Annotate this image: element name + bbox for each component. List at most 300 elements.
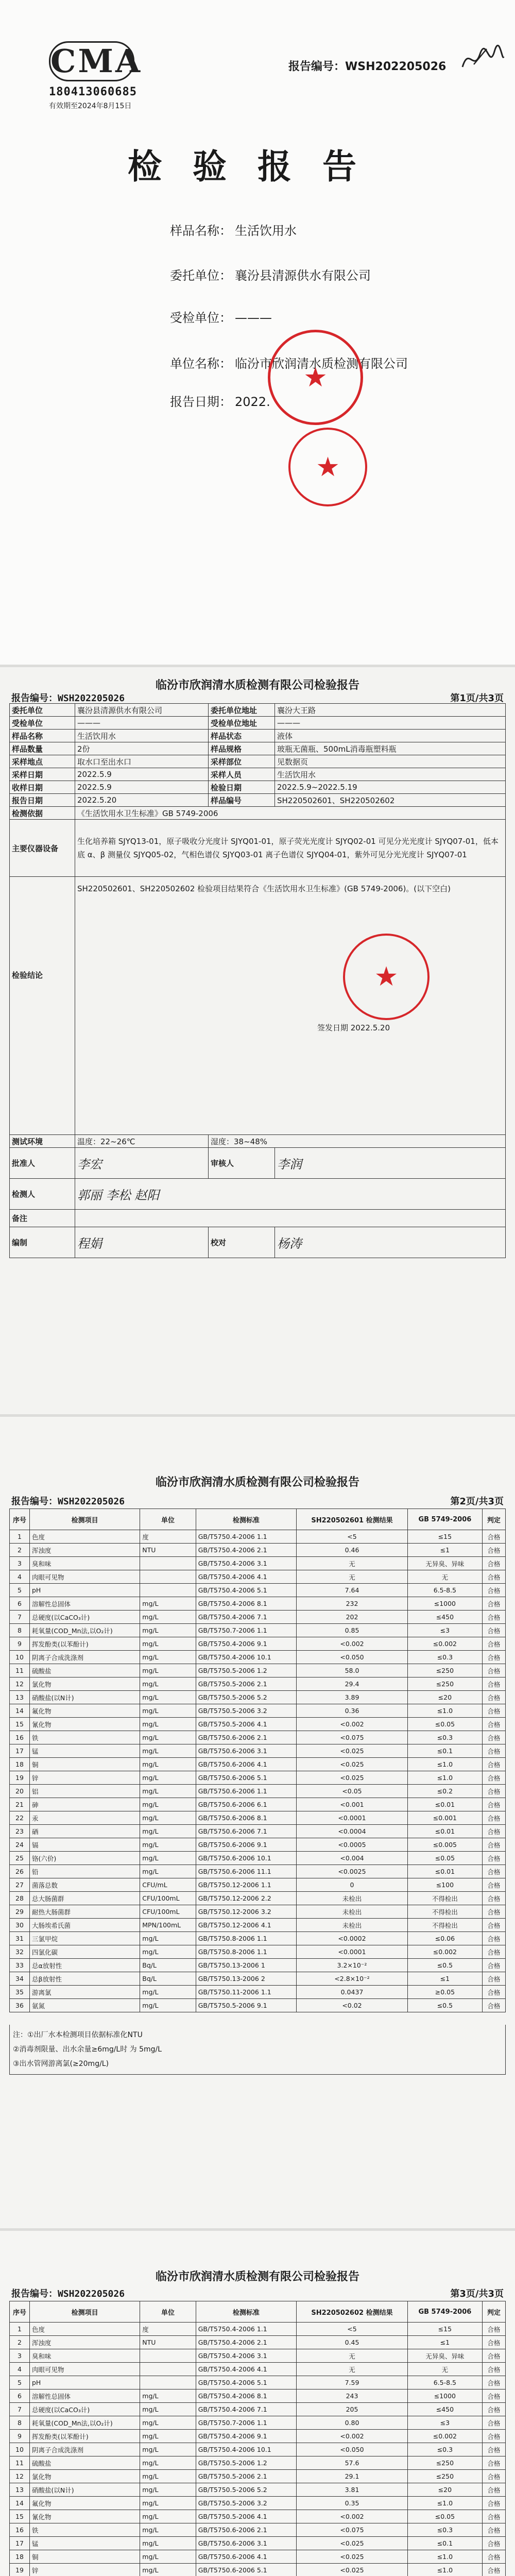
seal-star-icon: ★ (374, 961, 399, 992)
column-header: 序号 (10, 1509, 30, 1530)
test-result: <2.8×10⁻² (296, 1972, 407, 1986)
row-number: 17 (10, 1744, 30, 1758)
test-standard: GB/T5750.4-2006 8.1 (196, 2389, 296, 2403)
judgement: 合格 (482, 1959, 505, 1972)
test-item: 氟化物 (30, 2497, 140, 2510)
test-standard: GB/T5750.12-2006 1.1 (196, 1878, 296, 1892)
table-row (10, 2363, 506, 2376)
table-row (10, 1704, 506, 1718)
standard-limit: ≤0.3 (408, 1731, 483, 1744)
test-item: 三氯甲烷 (30, 1932, 140, 1945)
info-label: 样品编号 (209, 794, 275, 807)
info-value: 取水口至出水口 (75, 755, 209, 768)
row-number: 14 (10, 2497, 30, 2510)
test-item: 色度 (30, 1530, 140, 1544)
reviewer-signature: 李润 (275, 1148, 506, 1179)
test-standard: GB/T5750.6-2006 3.1 (196, 2537, 296, 2550)
test-item: 硫酸盐 (30, 1664, 140, 1677)
info-value: 襄汾大王路 (275, 704, 506, 717)
table-row (10, 2456, 506, 2470)
test-item: 臭和味 (30, 1557, 140, 1570)
judgement: 合格 (482, 2363, 505, 2376)
info-value: 生活饮用水 (275, 768, 506, 781)
judgement: 合格 (482, 1597, 505, 1611)
report-number-value: WSH202205026 (345, 60, 447, 73)
test-result: 无 (296, 2363, 407, 2376)
judgement: 合格 (482, 1677, 505, 1691)
test-standard: GB/T5750.4-2006 4.1 (196, 1570, 296, 1584)
test-standard: GB/T5750.6-2006 1.1 (196, 1785, 296, 1798)
standard-limit: ≤1000 (408, 2389, 483, 2403)
test-result: <0.002 (296, 1637, 407, 1651)
info-label: 检测依据 (10, 807, 75, 820)
row-number: 2 (10, 1544, 30, 1557)
unit: mg/L (140, 1852, 196, 1865)
row-number: 1 (10, 1530, 30, 1544)
judgement: 合格 (482, 2416, 505, 2430)
unit: mg/L (140, 2483, 196, 2497)
info-row (10, 704, 506, 717)
test-item: 锌 (30, 1771, 140, 1785)
row-number: 19 (10, 1771, 30, 1785)
unit: NTU (140, 2336, 196, 2349)
table-row (10, 2416, 506, 2430)
cover-label: 报告日期： (170, 395, 232, 409)
table-row (10, 2537, 506, 2550)
column-header: 判定 (482, 1509, 505, 1530)
unit: mg/L (140, 2430, 196, 2443)
test-standard: GB/T5750.4-2006 5.1 (196, 1584, 296, 1597)
judgement: 合格 (482, 1691, 505, 1704)
unit: mg/L (140, 1731, 196, 1744)
judgement: 合格 (482, 1905, 505, 1919)
tester-signature: 郭丽 李松 赵阳 (75, 1179, 506, 1210)
report-number-line (11, 1494, 504, 1507)
unit: mg/L (140, 2550, 196, 2564)
report-number-label: 报告编号： (288, 60, 346, 73)
row-number: 26 (10, 1865, 30, 1878)
standard-limit: ≤0.005 (408, 1838, 483, 1852)
proofreader-signature: 杨涛 (275, 1227, 506, 1258)
table-row (10, 1611, 506, 1624)
row-number: 21 (10, 1798, 30, 1811)
standard-limit: 6.5-8.5 (408, 1584, 483, 1597)
table-row (10, 1785, 506, 1798)
report-seal-stamp (343, 934, 430, 1020)
table-row (10, 1758, 506, 1771)
judgement: 合格 (482, 2376, 505, 2389)
column-header: 检测标准 (196, 2301, 296, 2323)
test-result: 58.0 (296, 1664, 407, 1677)
test-result: 243 (296, 2389, 407, 2403)
test-item: 铁 (30, 1731, 140, 1744)
info-label: 样品名称 (10, 730, 75, 742)
row-number: 35 (10, 1986, 30, 1999)
standard-limit: ≤0.1 (408, 2537, 483, 2550)
results-footnotes (9, 2025, 506, 2075)
standard-limit: ≤250 (408, 2470, 483, 2483)
unit: mg/L (140, 1704, 196, 1718)
test-item: 臭和味 (30, 2349, 140, 2363)
table-row (10, 1718, 506, 1731)
standard-limit: ≤0.06 (408, 1932, 483, 1945)
test-item: 硫酸盐 (30, 2456, 140, 2470)
test-item: 硒 (30, 1825, 140, 1838)
row-number: 7 (10, 1611, 30, 1624)
cover-row-inspected-unit (170, 308, 272, 326)
test-item: 氰化物 (30, 2510, 140, 2523)
report-number-text: 报告编号：WSH202205026 (11, 693, 125, 704)
row-number: 15 (10, 2510, 30, 2523)
test-standard: GB/T5750.6-2006 7.1 (196, 1825, 296, 1838)
test-standard: GB/T5750.4-2006 10.1 (196, 2443, 296, 2456)
cover-value: 襄汾县清源供水有限公司 (235, 268, 371, 283)
info-value: 生活饮用水 (75, 730, 209, 742)
judgement: 合格 (482, 1865, 505, 1878)
test-item: 铜 (30, 2550, 140, 2564)
table-row (10, 1825, 506, 1838)
row-number: 16 (10, 2523, 30, 2537)
judgement: 合格 (482, 1557, 505, 1570)
info-label: 检验结论 (10, 877, 75, 1135)
info-label: 检验日期 (209, 781, 275, 794)
test-item: 硝酸盐(以N计) (30, 2483, 140, 2497)
temperature-value: 温度：22~26℃ (75, 1135, 209, 1148)
test-standard: GB/T5750.8-2006 1.1 (196, 1932, 296, 1945)
cover-row-sample-name (170, 221, 297, 239)
test-result: 7.59 (296, 2376, 407, 2389)
report-cover-page (0, 0, 515, 667)
test-result: 205 (296, 2403, 407, 2416)
test-result: 0.80 (296, 2416, 407, 2430)
test-item: 总硬度(以CaCO₃计) (30, 1611, 140, 1624)
row-number: 5 (10, 2376, 30, 2389)
test-item: 氟化物 (30, 1704, 140, 1718)
info-value: ——— (275, 717, 506, 730)
info-value: SH220502601、SH220502602 (275, 794, 506, 807)
report-results-page-2 (0, 2231, 515, 2576)
column-header: 检测标准 (196, 1509, 296, 1530)
info-label: 批准人 (10, 1148, 75, 1179)
unit: mg/L (140, 1932, 196, 1945)
sample-info-table (9, 703, 506, 1258)
test-result: <0.02 (296, 1999, 407, 2012)
table-row (10, 2430, 506, 2443)
test-result: <5 (296, 1530, 407, 1544)
standard-limit: ≤3 (408, 2416, 483, 2430)
row-number: 14 (10, 1704, 30, 1718)
judgement: 合格 (482, 1718, 505, 1731)
standard-limit: ≤15 (408, 2323, 483, 2336)
preparer-signature: 程娟 (75, 1227, 209, 1258)
unit: mg/L (140, 1785, 196, 1798)
info-label: 测试环境 (10, 1135, 75, 1148)
test-standard: GB/T5750.6-2006 2.1 (196, 1731, 296, 1744)
test-standard: GB/T5750.4-2006 10.1 (196, 1651, 296, 1664)
row-number: 10 (10, 1651, 30, 1664)
standard-limit: ≤450 (408, 2403, 483, 2416)
test-result: <0.075 (296, 2523, 407, 2537)
judgement: 合格 (482, 1704, 505, 1718)
equipment-text: 生化培养箱 SJYQ13-01，原子吸收分光度计 SJYQ01-01，原子荧光光度计 SJYQ02-01 可见分光光度计 SJYQ07-01，低本底 α、β 测量仪 SJYQ05-02，气相色谱仪 SJYQ03-01 离子色谱仪 SJYQ04-01，紫外可见分光光度计 SJYQ07-01 (75, 820, 506, 877)
standard-limit: ≤450 (408, 1611, 483, 1624)
test-item: 氨氮 (30, 1999, 140, 2012)
test-result: <0.025 (296, 1758, 407, 1771)
table-row (10, 1557, 506, 1570)
unit: mg/L (140, 2497, 196, 2510)
row-number: 33 (10, 1959, 30, 1972)
test-standard: GB/T5750.6-2006 10.1 (196, 1852, 296, 1865)
judgement: 合格 (482, 2443, 505, 2456)
judgement: 合格 (482, 1544, 505, 1557)
info-label: 采样人员 (209, 768, 275, 781)
standard-limit: 6.5-8.5 (408, 2376, 483, 2389)
test-result: <0.025 (296, 2564, 407, 2576)
row-number: 18 (10, 1758, 30, 1771)
test-standard: GB/T5750.12-2006 2.2 (196, 1892, 296, 1905)
test-item: 锰 (30, 1744, 140, 1758)
judgement: 合格 (482, 2456, 505, 2470)
judgement: 合格 (482, 1611, 505, 1624)
test-result: 29.4 (296, 1677, 407, 1691)
judgement: 合格 (482, 1999, 505, 2012)
table-row (10, 1865, 506, 1878)
page-indicator: 第1页/共3页 (450, 693, 504, 704)
tester-row (10, 1179, 506, 1210)
info-label: 受检单位 (10, 717, 75, 730)
standard-limit: ≤1.0 (408, 1758, 483, 1771)
test-item: 挥发酚类(以苯酚计) (30, 2430, 140, 2443)
table-row (10, 2443, 506, 2456)
unit: mg/L (140, 1718, 196, 1731)
table-row (10, 1852, 506, 1865)
results-table-601 (9, 1509, 506, 2012)
info-label: 校对 (209, 1227, 275, 1258)
table-row (10, 1744, 506, 1758)
row-number: 17 (10, 2537, 30, 2550)
seal-star-icon: ★ (316, 451, 340, 483)
row-number: 16 (10, 1731, 30, 1744)
table-row (10, 2349, 506, 2363)
report-number-text: 报告编号：WSH202205026 (11, 1496, 125, 1507)
column-header: 单位 (140, 2301, 196, 2323)
test-result: 29.1 (296, 2470, 407, 2483)
row-number: 28 (10, 1892, 30, 1905)
info-label: 检测人 (10, 1179, 75, 1210)
table-row (10, 2550, 506, 2564)
table-row (10, 1624, 506, 1637)
test-item: pH (30, 1584, 140, 1597)
judgement: 合格 (482, 1986, 505, 1999)
judgement: 合格 (482, 2497, 505, 2510)
prep-row (10, 1227, 506, 1258)
unit (140, 2376, 196, 2389)
test-result: 未检出 (296, 1905, 407, 1919)
standard-limit: ≤1 (408, 1972, 483, 1986)
standard-limit: 无异臭、异味 (408, 1557, 483, 1570)
info-value: 2022.5.9 (75, 768, 209, 781)
test-result: 232 (296, 1597, 407, 1611)
column-header: SH220502602 检测结果 (296, 2301, 407, 2323)
results-header-row (10, 1509, 506, 1530)
test-item: 游离氯 (30, 1986, 140, 1999)
standard-limit: ≤0.05 (408, 1852, 483, 1865)
unit: mg/L (140, 2443, 196, 2456)
row-number: 5 (10, 1584, 30, 1597)
test-standard: GB/T5750.7-2006 1.1 (196, 2416, 296, 2430)
test-standard: GB/T5750.5-2006 5.2 (196, 2483, 296, 2497)
unit: mg/L (140, 1811, 196, 1825)
info-label: 备注 (10, 1210, 75, 1227)
test-standard: GB/T5750.4-2006 3.1 (196, 1557, 296, 1570)
table-row (10, 1731, 506, 1744)
standard-limit: ≤1.0 (408, 2564, 483, 2576)
test-result: 无 (296, 2349, 407, 2363)
judgement: 合格 (482, 2336, 505, 2349)
judgement: 合格 (482, 1771, 505, 1785)
column-header: SH220502601 检测结果 (296, 1509, 407, 1530)
standard-limit: ≤1.0 (408, 1771, 483, 1785)
standard-limit: 无异臭、异味 (408, 2349, 483, 2363)
results-table-602 (9, 2301, 506, 2576)
cover-label: 单位名称： (170, 357, 232, 371)
unit: mg/L (140, 2416, 196, 2430)
table-row (10, 2470, 506, 2483)
footnote-line: 注：①出厂水本检测项目依据标准化NTU (13, 2031, 143, 2039)
page-indicator: 第2页/共3页 (450, 1496, 504, 1507)
row-number: 3 (10, 1557, 30, 1570)
judgement: 合格 (482, 1637, 505, 1651)
test-item: 汞 (30, 1811, 140, 1825)
info-label: 收样日期 (10, 781, 75, 794)
test-standard: GB/T5750.7-2006 1.1 (196, 1624, 296, 1637)
info-value: 《生活饮用水卫生标准》GB 5749-2006 (75, 807, 506, 820)
unit: Bq/L (140, 1959, 196, 1972)
info-label: 采样日期 (10, 768, 75, 781)
table-row (10, 2483, 506, 2497)
test-result: <0.025 (296, 1771, 407, 1785)
standard-limit: ≤0.3 (408, 2443, 483, 2456)
standard-limit: ≤20 (408, 1691, 483, 1704)
row-number: 12 (10, 1677, 30, 1691)
unit (140, 1584, 196, 1597)
test-result: 3.2×10⁻² (296, 1959, 407, 1972)
row-number: 6 (10, 2389, 30, 2403)
test-item: 浑浊度 (30, 1544, 140, 1557)
test-item: 总硬度(以CaCO₃计) (30, 2403, 140, 2416)
test-result: 无 (296, 1557, 407, 1570)
judgement: 合格 (482, 2349, 505, 2363)
unit: mg/L (140, 1744, 196, 1758)
info-label: 样品状态 (209, 730, 275, 742)
test-item: 总β放射性 (30, 1972, 140, 1986)
test-item: 铬(六价) (30, 1852, 140, 1865)
table-row (10, 1892, 506, 1905)
judgement: 合格 (482, 2470, 505, 2483)
test-result: 0.85 (296, 1624, 407, 1637)
test-item: 氯化物 (30, 2470, 140, 2483)
judgement: 合格 (482, 1664, 505, 1677)
table-row (10, 1677, 506, 1691)
judgement: 合格 (482, 1731, 505, 1744)
info-value: 2022.5.9 (75, 781, 209, 794)
test-standard: GB/T5750.5-2006 5.2 (196, 1691, 296, 1704)
row-number: 9 (10, 2430, 30, 2443)
column-header: 单位 (140, 1509, 196, 1530)
row-number: 23 (10, 1825, 30, 1838)
info-row (10, 807, 506, 820)
standard-limit: ≤0.05 (408, 2510, 483, 2523)
row-number: 11 (10, 1664, 30, 1677)
info-label: 样品数量 (10, 742, 75, 755)
report-number-line (11, 691, 504, 704)
standard-limit: ≤0.05 (408, 1718, 483, 1731)
test-item: 耗氧量(COD_Mn法,以O₂计) (30, 2416, 140, 2430)
row-number: 36 (10, 1999, 30, 2012)
table-row (10, 1811, 506, 1825)
standard-limit: ≤0.001 (408, 1811, 483, 1825)
row-number: 1 (10, 2323, 30, 2336)
cover-label: 样品名称： (170, 224, 232, 238)
standard-limit: ≤100 (408, 1878, 483, 1892)
unit (140, 2363, 196, 2376)
cover-value: 2022. (235, 395, 270, 409)
test-item: 总大肠菌群 (30, 1892, 140, 1905)
humidity-value: 湿度：38~48% (209, 1135, 506, 1148)
table-row (10, 2564, 506, 2576)
test-standard: GB/T5750.13-2006 2 (196, 1972, 296, 1986)
table-row (10, 1771, 506, 1785)
info-label: 审核人 (209, 1148, 275, 1179)
row-number: 2 (10, 2336, 30, 2349)
test-result: 0.45 (296, 2336, 407, 2349)
unit: MPN/100mL (140, 1919, 196, 1932)
info-row (10, 781, 506, 794)
standard-limit: 无 (408, 2363, 483, 2376)
table-row (10, 2389, 506, 2403)
test-item: 铝 (30, 1785, 140, 1798)
test-result: <5 (296, 2323, 407, 2336)
unit: mg/L (140, 1637, 196, 1651)
test-standard: GB/T5750.12-2006 3.2 (196, 1905, 296, 1919)
unit: mg/L (140, 1691, 196, 1704)
test-standard: GB/T5750.4-2006 7.1 (196, 1611, 296, 1624)
table-row (10, 1919, 506, 1932)
cover-report-number (288, 58, 446, 74)
standard-limit: 无 (408, 1570, 483, 1584)
page-indicator: 第3页/共3页 (450, 2289, 504, 2299)
standard-limit: ≤1 (408, 1544, 483, 1557)
test-item: 氰化物 (30, 1718, 140, 1731)
info-value: 液体 (275, 730, 506, 742)
info-value: ——— (75, 717, 209, 730)
unit: mg/L (140, 1758, 196, 1771)
table-row (10, 2323, 506, 2336)
test-item: 硝酸盐(以N计) (30, 1691, 140, 1704)
table-row (10, 1838, 506, 1852)
unit: mg/L (140, 1771, 196, 1785)
judgement: 合格 (482, 2564, 505, 2576)
row-number: 4 (10, 1570, 30, 1584)
row-number: 15 (10, 1718, 30, 1731)
cma-number: 180413060685 (49, 86, 137, 98)
standard-limit: ≤0.3 (408, 1651, 483, 1664)
standard-limit: ≤15 (408, 1530, 483, 1544)
table-row (10, 1986, 506, 1999)
info-label: 受检单位地址 (209, 717, 275, 730)
judgement: 合格 (482, 1758, 505, 1771)
row-number: 4 (10, 2363, 30, 2376)
